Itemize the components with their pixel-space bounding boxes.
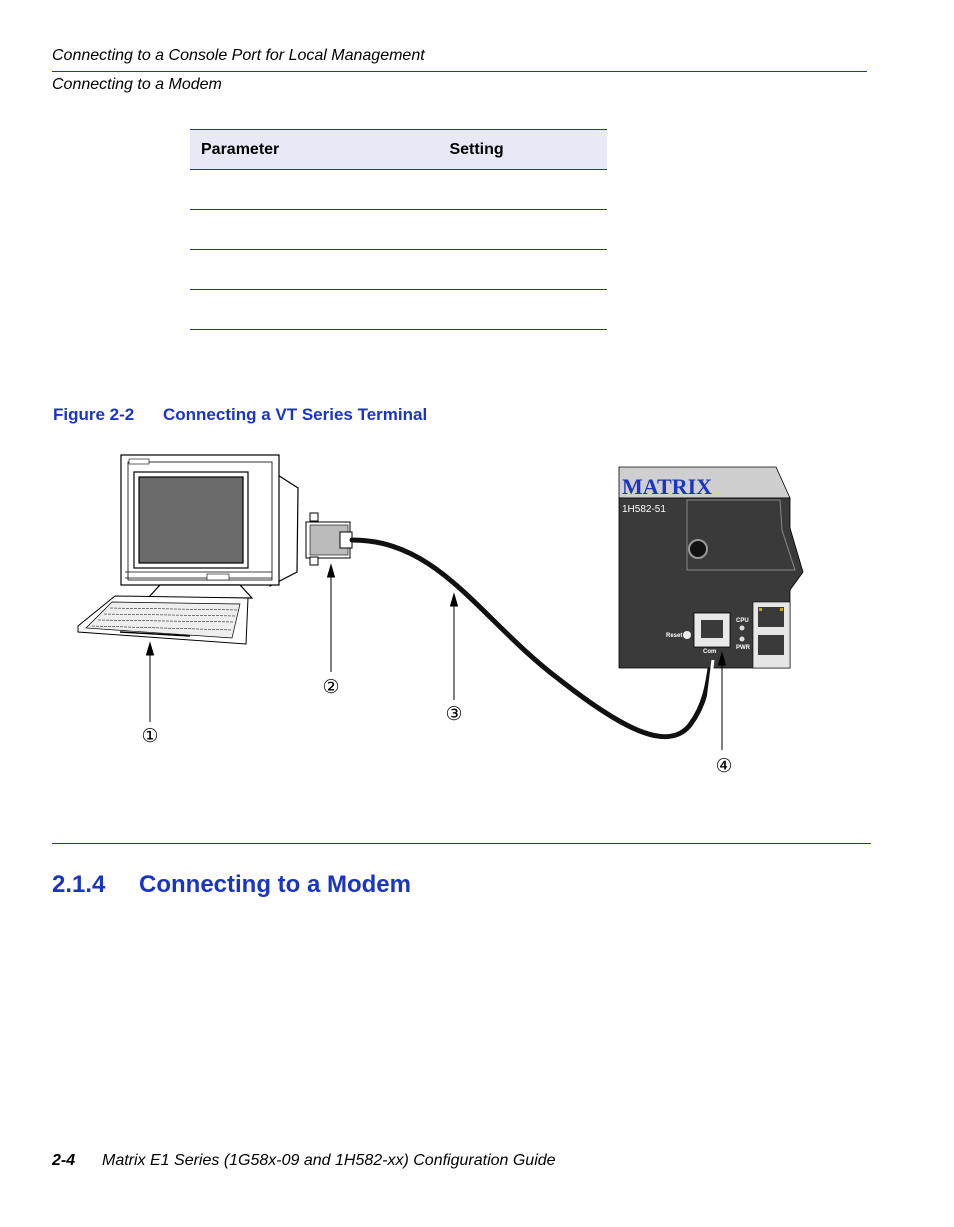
parameter-settings-table	[190, 129, 607, 330]
table-cell	[449, 210, 607, 250]
vt-terminal-connection-figure	[0, 440, 954, 830]
figure-number: Figure 2-2	[53, 405, 135, 424]
callout-2: ②	[322, 676, 340, 698]
matrix-device-panel	[619, 467, 803, 668]
table-cell	[449, 170, 607, 210]
figure-title: Connecting a VT Series Terminal	[163, 405, 428, 424]
knob-icon	[689, 540, 707, 558]
pwr-led-icon	[740, 637, 745, 642]
table-cell	[190, 250, 449, 290]
keyboard-icon	[78, 596, 248, 644]
callout-1: ①	[141, 725, 159, 747]
table-row	[190, 170, 607, 210]
terminal-monitor-icon	[121, 455, 298, 598]
console-label: Com	[703, 649, 717, 655]
column-header-parameter: Parameter	[190, 130, 449, 170]
column-header-setting: Setting	[449, 130, 607, 170]
table-row	[190, 290, 607, 330]
device-brand-label: MATRIX	[622, 474, 713, 499]
running-header-chapter: Connecting to a Console Port for Local Management	[52, 47, 425, 64]
figure-caption	[53, 405, 427, 425]
running-header-section: Connecting to a Modem	[52, 76, 222, 93]
cpu-led-icon	[740, 626, 745, 631]
table-cell	[449, 250, 607, 290]
table-cell	[190, 170, 449, 210]
section-title: Connecting to a Modem	[139, 871, 411, 898]
table-cell	[190, 210, 449, 250]
callout-4: ④	[715, 755, 733, 777]
page-number: 2-4	[52, 1152, 76, 1169]
table-cell	[190, 290, 449, 330]
reset-button-icon	[683, 631, 691, 639]
section-rule	[52, 843, 871, 844]
callout-3: ③	[445, 703, 463, 725]
table-row	[190, 210, 607, 250]
section-number: 2.1.4	[52, 871, 106, 898]
reset-label: Reset	[666, 633, 683, 639]
document-title: Matrix E1 Series (1G58x-09 and 1H582-xx) Configuration Guide	[102, 1152, 556, 1169]
section-heading	[52, 871, 411, 899]
page-footer	[52, 1152, 556, 1170]
cpu-label: CPU	[736, 618, 749, 624]
header-rule	[52, 71, 867, 72]
table-header-row	[190, 130, 607, 170]
table-cell	[449, 290, 607, 330]
table-row	[190, 250, 607, 290]
db25-adapter-icon	[306, 513, 352, 565]
pwr-label: PWR	[736, 645, 750, 651]
device-model-label: 1H582-51	[622, 504, 666, 515]
